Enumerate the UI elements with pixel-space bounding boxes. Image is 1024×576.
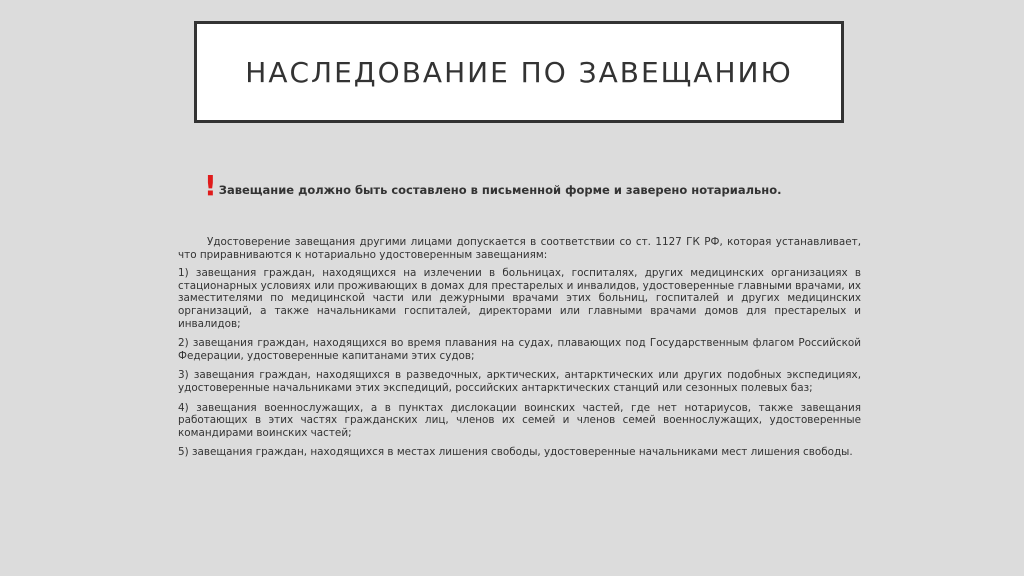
exclamation-icon: ! [204,169,217,202]
list-item: 4) завещания военнослужащих, а в пунктах дислокации воинских частей, где нет нотариусов, также завещания работающих в этих частях гражданских лиц, членов их семей и членов семей военнослужащих, удостоверенные командирами воинских частей; [178,401,861,439]
list-item: 1) завещания граждан, находящихся на излечении в больницах, госпиталях, других медицинских организациях в стационарных условиях или проживающих в домах для престарелых и инвалидов, удостоверенные главными врачами, их заместителями по медицинской части или дежурными врачами этих больниц, госпиталей и других медицинских организаций, а также начальниками госпиталей, директорами или главными врачами домов для престарелых и инвалидов; [178,267,861,330]
list-item: 3) завещания граждан, находящихся в разведочных, арктических, антарктических или других подобных экспедициях, удостоверенные начальниками этих экспедиций, российских антарктических станций или сезонных полевых баз; [178,369,861,394]
title-box [194,21,844,123]
slide-title: НАСЛЕДОВАНИЕ ПО ЗАВЕЩАНИЮ [245,55,793,89]
list-item: 5) завещания граждан, находящихся в местах лишения свободы, удостоверенные начальниками мест лишения свободы. [178,446,853,459]
callout [204,170,782,200]
intro-paragraph: Удостоверение завещания другими лицами допускается в соответствии со ст. 1127 ГК РФ, которая устанавливает, что приравниваются к нотариально удостоверенным завещаниям: [178,236,861,261]
content-body [178,236,861,466]
callout-text: Завещание должно быть составлено в письменной форме и заверено нотариально. [218,183,782,197]
list-item: 2) завещания граждан, находящихся во время плавания на судах, плавающих под Государственным флагом Российской Федерации, удостоверенные капитанами этих судов; [178,337,861,362]
